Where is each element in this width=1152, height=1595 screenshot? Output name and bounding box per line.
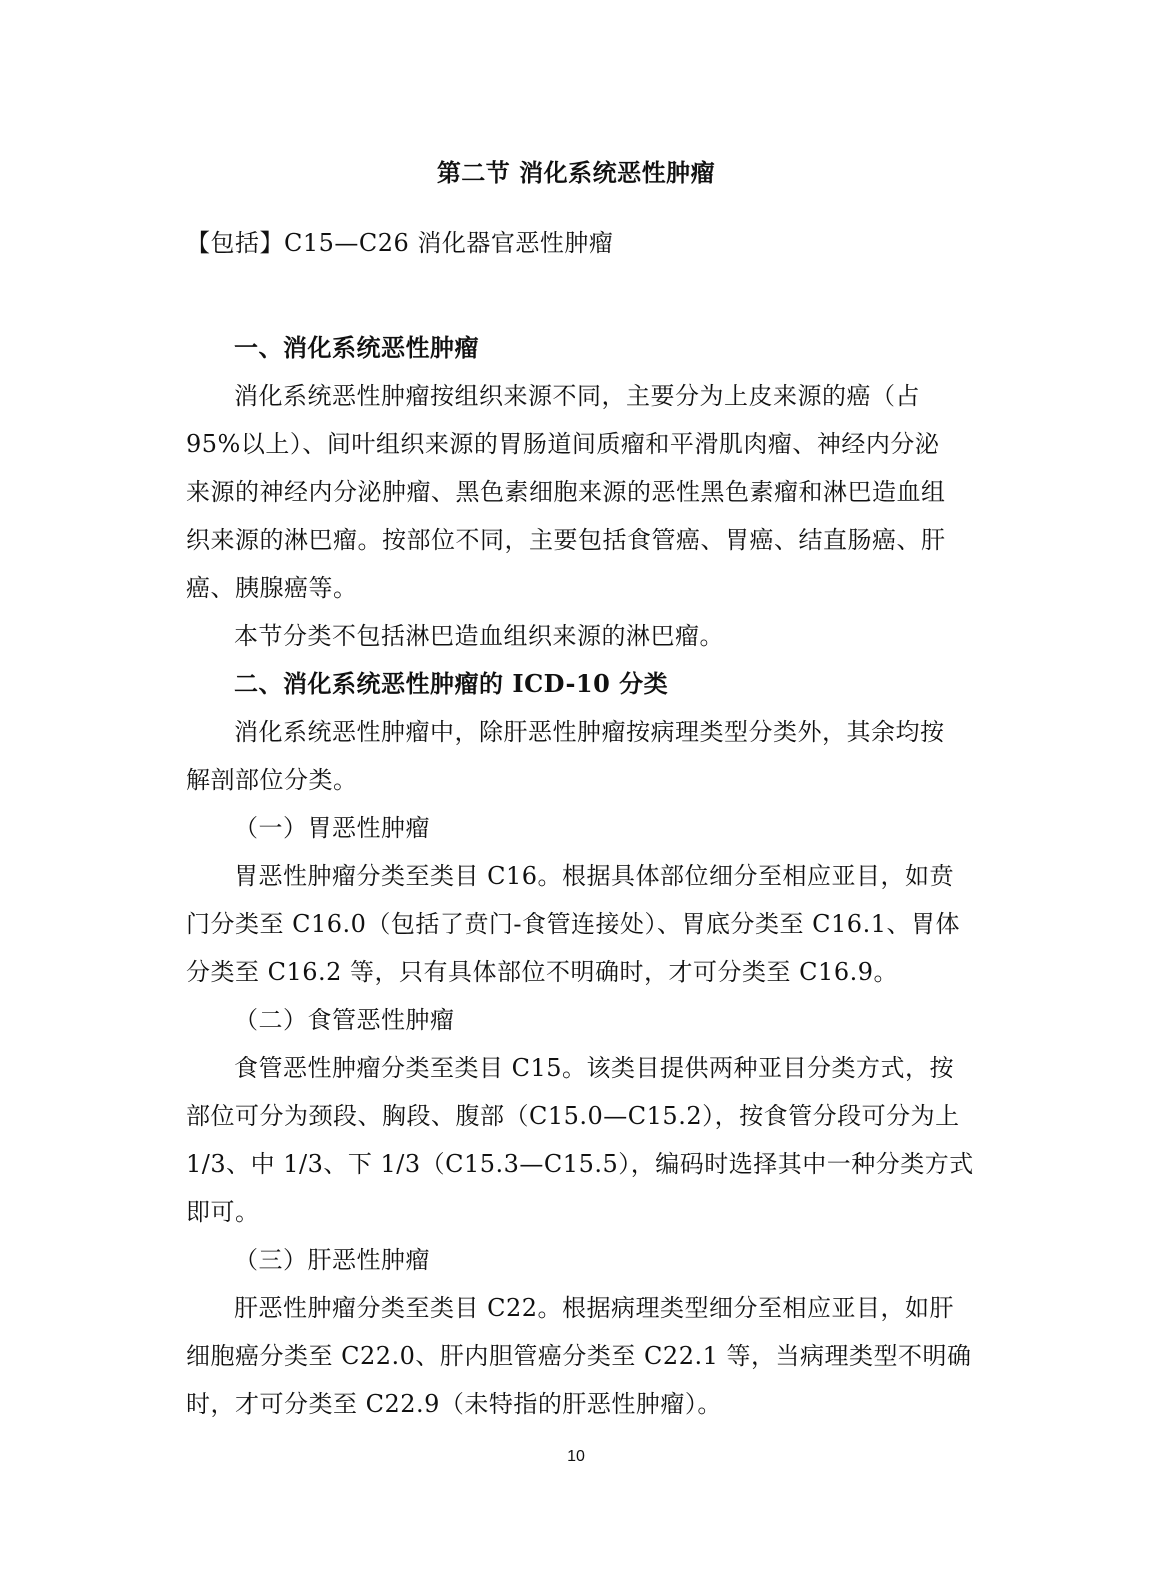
sub2-line: 部位可分为颈段、胸段、腹部（C15.0—C15.2），按食管分段可分为上 — [186, 1102, 960, 1130]
sub3-line: 时，才可分类至 C22.9（未特指的肝恶性肿瘤）。 — [186, 1390, 722, 1418]
sub3-line: 肝恶性肿瘤分类至类目 C22。根据病理类型细分至相应亚目，如肝 — [234, 1294, 955, 1322]
section1-para1-line: 95%以上）、间叶组织来源的胃肠道间质瘤和平滑肌肉瘤、神经内分泌 — [186, 430, 940, 458]
sub3-heading: （三）肝恶性肿瘤 — [234, 1246, 430, 1274]
section2-intro-line: 消化系统恶性肿瘤中，除肝恶性肿瘤按病理类型分类外，其余均按 — [234, 718, 945, 746]
section2-heading: 二、消化系统恶性肿瘤的 ICD-10 分类 — [234, 669, 669, 698]
sub1-line: 门分类至 C16.0（包括了贲门-食管连接处）、胃底分类至 C16.1、胃体 — [186, 910, 960, 938]
section1-para2: 本节分类不包括淋巴造血组织来源的淋巴瘤。 — [234, 622, 724, 650]
page-number: 10 — [567, 1448, 585, 1465]
section1-para1-line: 织来源的淋巴瘤。按部位不同，主要包括食管癌、胃癌、结直肠癌、肝 — [186, 526, 946, 554]
sub1-line: 分类至 C16.2 等，只有具体部位不明确时，才可分类至 C16.9。 — [186, 958, 898, 986]
sub2-line: 即可。 — [186, 1198, 260, 1226]
section1-para1-line: 消化系统恶性肿瘤按组织来源不同，主要分为上皮来源的癌（占 — [234, 382, 920, 410]
sub2-heading: （二）食管恶性肿瘤 — [234, 1006, 455, 1034]
sub3-line: 细胞癌分类至 C22.0、肝内胆管癌分类至 C22.1 等，当病理类型不明确 — [186, 1342, 972, 1370]
sub1-heading: （一）胃恶性肿瘤 — [234, 814, 430, 842]
sub2-line: 食管恶性肿瘤分类至类目 C15。该类目提供两种亚目分类方式，按 — [234, 1054, 955, 1082]
includes-line: 【包括】C15—C26 消化器官恶性肿瘤 — [186, 229, 614, 257]
section-title: 第二节 消化系统恶性肿瘤 — [436, 158, 716, 187]
section2-intro-line: 解剖部位分类。 — [186, 766, 358, 794]
sub2-line: 1/3、中 1/3、下 1/3（C15.3—C15.5），编码时选择其中一种分类方式 — [186, 1150, 974, 1178]
section1-para1-line: 来源的神经内分泌肿瘤、黑色素细胞来源的恶性黑色素瘤和淋巴造血组 — [186, 478, 946, 506]
section1-heading: 一、消化系统恶性肿瘤 — [234, 333, 479, 362]
section1-para1-line: 癌、胰腺癌等。 — [186, 574, 358, 602]
sub1-line: 胃恶性肿瘤分类至类目 C16。根据具体部位细分至相应亚目，如贲 — [234, 862, 955, 890]
